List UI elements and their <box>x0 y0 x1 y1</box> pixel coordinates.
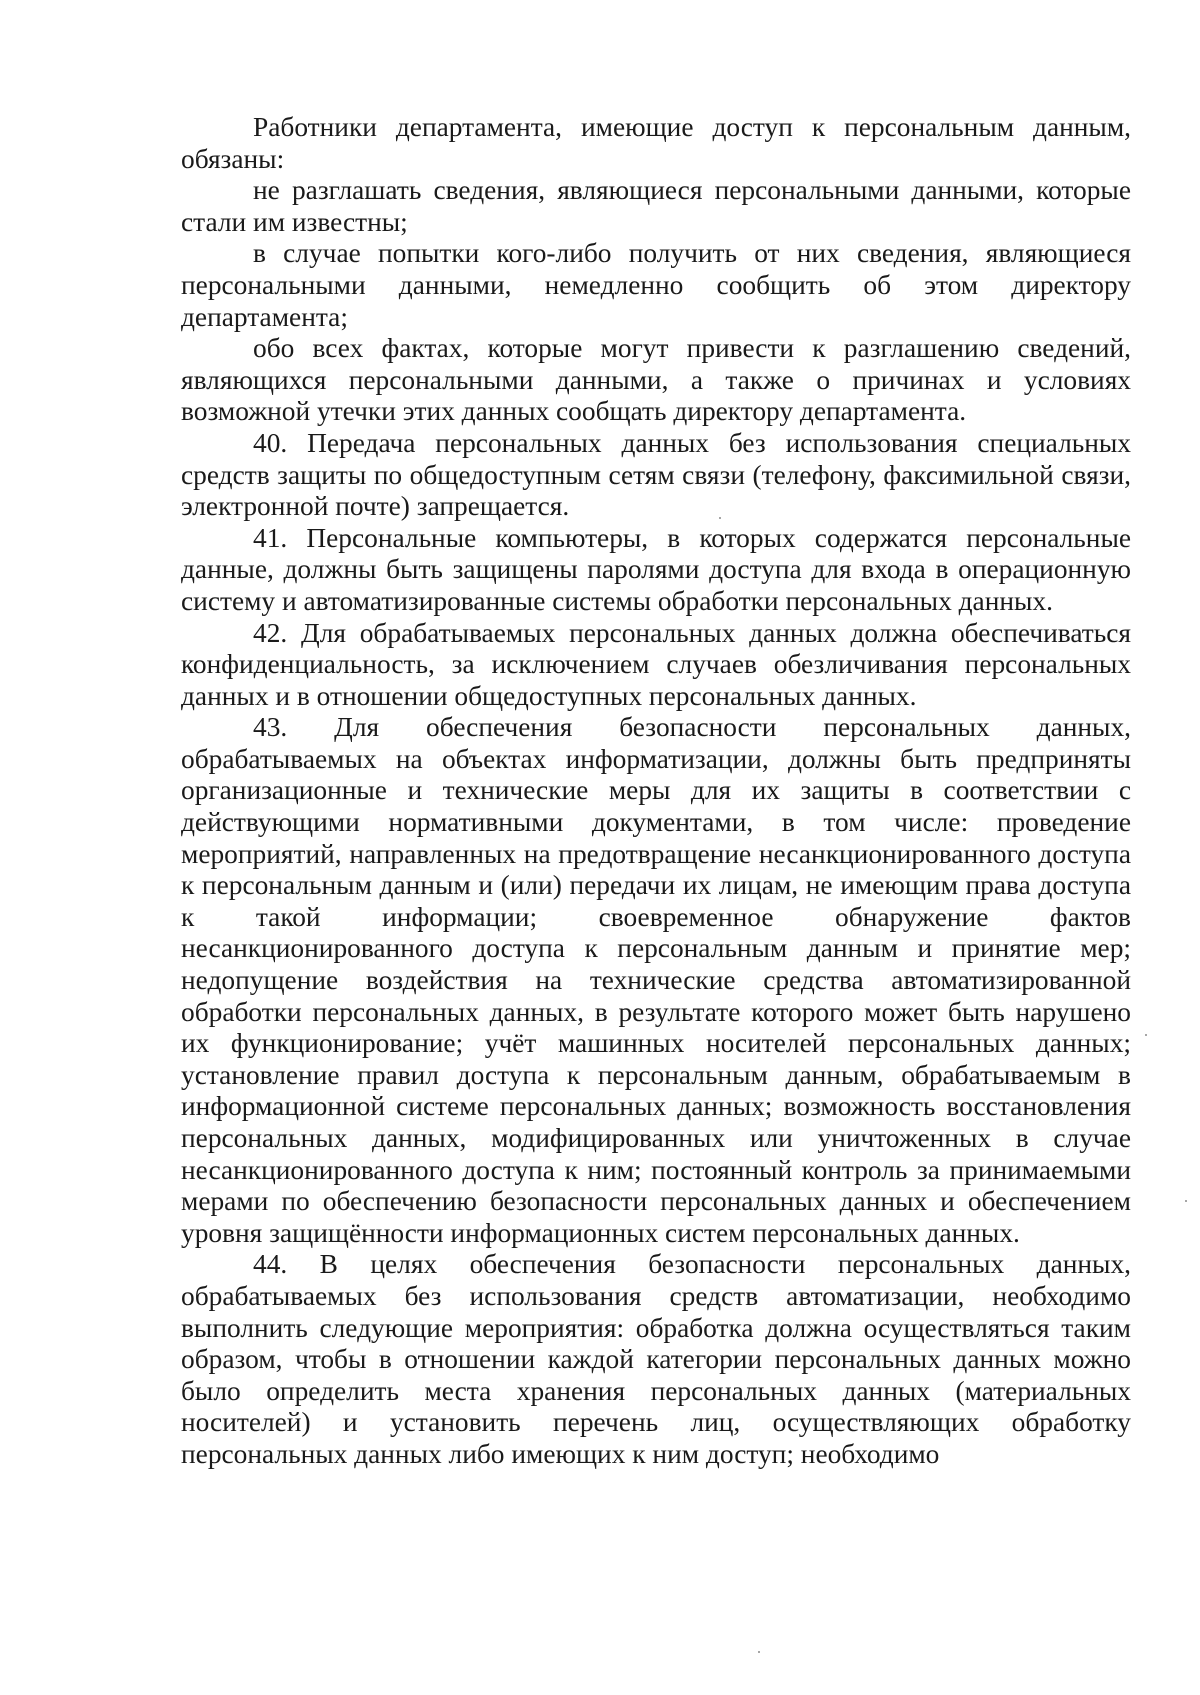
scan-speck <box>719 517 721 519</box>
paragraph-item-44: 44. В целях обеспечения безопасности персональных данных, обрабатываемых без использования средств автоматизации, необходимо выполнить следующие мероприятия: обработка должна осуществляться таким образом, чтобы в отношении каждой категории персональных данных можно было определить места хранения персональных данных (материальных носителей) и установить перечень лиц, осуществляющих обработку персональных данных либо имеющих к ним доступ; необходимо <box>181 1249 1131 1469</box>
paragraph-obligation-2: в случае попытки кого-либо получить от них сведения, являющиеся персональными данными, немедленно сообщить об этом директору департамента; <box>181 238 1131 332</box>
document-body <box>181 112 1131 1471</box>
scan-speck <box>1185 1200 1187 1202</box>
paragraph-item-40: 40. Передача персональных данных без использования специальных средств защиты по общедоступным сетям связи (телефону, факсимильной связи, электронной почте) запрещается. <box>181 427 1131 522</box>
paragraph-obligations-intro: Работники департамента, имеющие доступ к персональным данным, обязаны: <box>181 112 1131 174</box>
scan-speck <box>1145 1034 1147 1036</box>
paragraph-item-43: 43. Для обеспечения безопасности персональных данных, обрабатываемых на объектах информатизации, должны быть предприняты организационные и технические меры для их защиты в соответствии с действующими нормативными документами, в том числе: проведение мероприятий, направленных на предотвращение несанкционированного доступа к персональным данным и (или) передачи их лицам, не имеющим права доступа к такой информации; своевременное обнаружение фактов несанкционированного доступа к персональным данным и принятие мер; недопущение воздействия на технические средства автоматизированной обработки персональных данных, в результате которого может быть нарушено их функционирование; учёт машинных носителей персональных данных; установление правил доступа к персональным данным, обрабатываемым в информационной системе персональных данных; возможность восстановления персональных данных, модифицированных или уничтоженных в случае несанкционированного доступа к ним; постоянный контроль за принимаемыми мерами по обеспечению безопасности персональных данных и обеспечением уровня защищённости информационных систем персональных данных. <box>181 712 1131 1248</box>
paragraph-obligation-3: обо всех фактах, которые могут привести к разглашению сведений, являющихся персональными данными, а также о причинах и условиях возможной утечки этих данных сообщать директору департамента. <box>181 333 1131 427</box>
paragraph-obligation-1: не разглашать сведения, являющиеся персональными данными, которые стали им известны; <box>181 175 1131 237</box>
paragraph-item-41: 41. Персональные компьютеры, в которых содержатся персональные данные, должны быть защищены паролями доступа для входа в операционную систему и автоматизированные системы обработки персональных данных. <box>181 522 1131 616</box>
scan-speck <box>758 1651 760 1653</box>
paragraph-item-42: 42. Для обрабатываемых персональных данных должна обеспечиваться конфиденциальность, за исключением случаев обезличивания персональных данных и в отношении общедоступных персональных данных. <box>181 617 1131 711</box>
